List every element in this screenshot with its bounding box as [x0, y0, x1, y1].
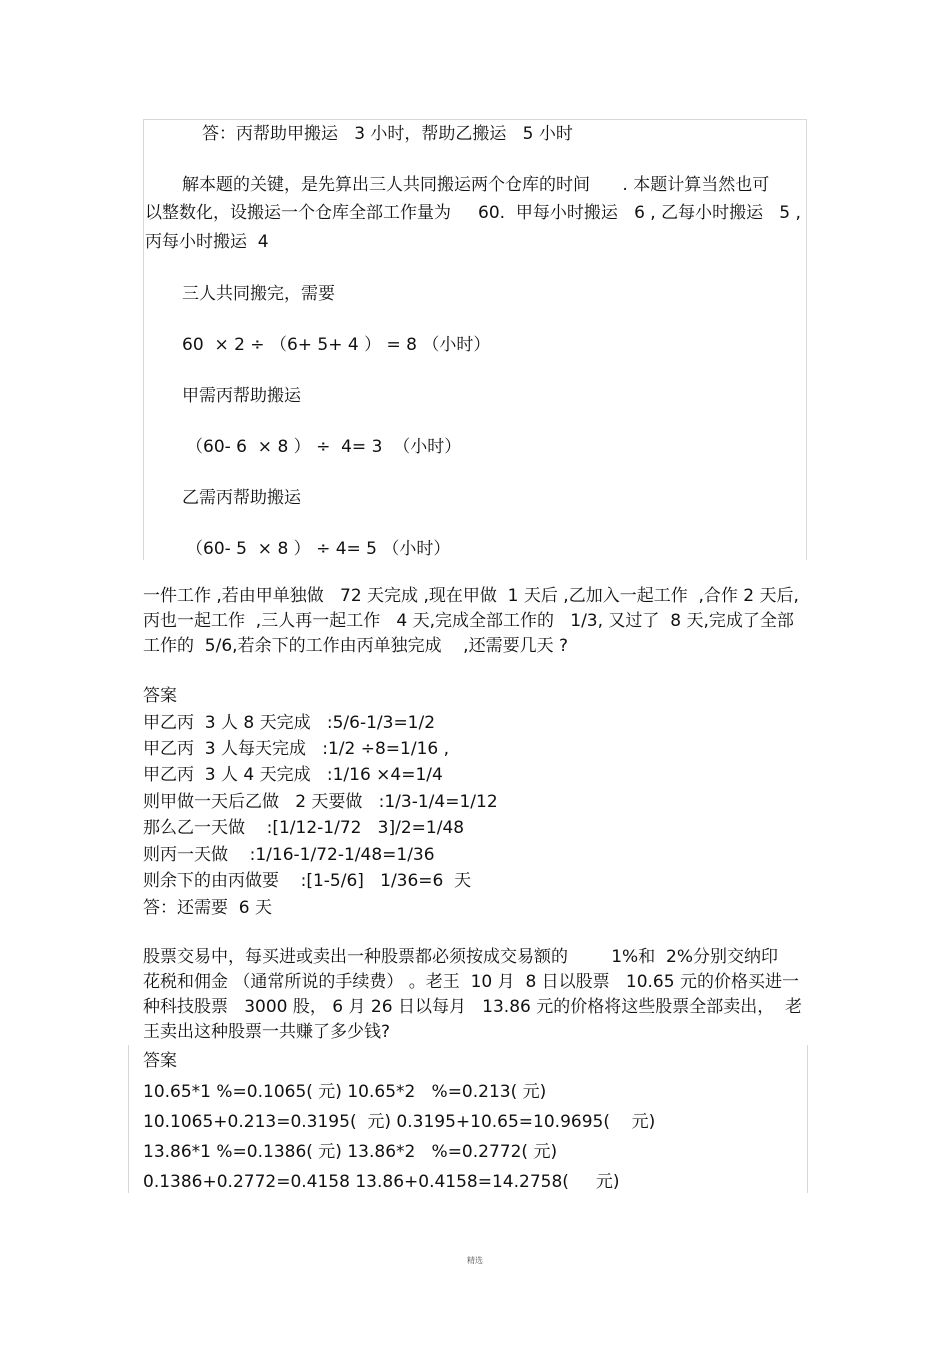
section2-question-line-1: 一件工作 ,若由甲单独做 72 天完成 ,现在甲做 1 天后 ,乙加入一起工作 ,合作 2 天后, [143, 586, 799, 606]
section3-answer-line-3: 13.86*1 %=0.1386( 元) 13.86*2 %=0.2772( 元) [143, 1142, 558, 1162]
section1-step-1: 三人共同搬完，需要 [182, 284, 335, 304]
section1-step-3: 甲需丙帮助搬运 [182, 386, 301, 406]
section1-answer: 答：丙帮助甲搬运 3 小时，帮助乙搬运 5 小时 [202, 124, 573, 144]
section1-step-4: （60- 6 × 8 ） ÷ 4= 3 （小时） [186, 437, 462, 457]
section1-step-2: 60 × 2 ÷ （6+ 5+ 4 ） = 8 （小时） [182, 335, 491, 355]
section2-answer-line-6: 则丙一天做 :1/16-1/72-1/48=1/36 [143, 845, 435, 865]
section1-step-6: （60- 5 × 8 ） ÷ 4= 5 （小时） [186, 539, 451, 559]
section3-answer-label: 答案 [143, 1051, 177, 1071]
section2-answer-line-4: 则甲做一天后乙做 2 天要做 :1/3-1/4=1/12 [143, 792, 498, 812]
section3-answer-line-2: 10.1065+0.213=0.3195( 元) 0.3195+10.65=10.9695( 元) [143, 1112, 656, 1132]
section3-question-line-1: 股票交易中，每买进或卖出一种股票都必须按成交易额的 1%和 2%分别交纳印 [143, 947, 778, 967]
section2-question-line-3: 工作的 5/6,若余下的工作由丙单独完成 ,还需要几天 ? [143, 636, 569, 656]
section2-answer-line-2: 甲乙丙 3 人每天完成 :1/2 ÷8=1/16 , [143, 739, 450, 759]
section3-question-line-4: 王卖出这种股票一共赚了多少钱? [143, 1022, 391, 1042]
section1-explain-line-2: 以整数化，设搬运一个仓库全部工作量为 60. 甲每小时搬运 6 , 乙每小时搬运 5 , [145, 203, 801, 223]
box-top-rule [143, 119, 807, 120]
box2-right-rule [807, 1045, 808, 1193]
box-right-rule [806, 119, 807, 560]
section2-answer-line-5: 那么乙一天做 :[1/12-1/72 3]/2=1/48 [143, 818, 465, 838]
section1-step-5: 乙需丙帮助搬运 [182, 488, 301, 508]
section1-explain-line-3: 丙每小时搬运 4 [145, 232, 269, 252]
section2-answer-line-3: 甲乙丙 3 人 4 天完成 :1/16 ×4=1/4 [143, 765, 443, 785]
section2-answer-line-1: 甲乙丙 3 人 8 天完成 :5/6-1/3=1/2 [143, 713, 436, 733]
section2-answer-line-7: 则余下的由丙做要 :[1-5/6] 1/36=6 天 [143, 871, 472, 891]
section1-explain-line-1: 解本题的关键，是先算出三人共同搬运两个仓库的时间 . 本题计算当然也可 [182, 175, 770, 195]
section3-question-line-3: 种科技股票 3000 股， 6 月 26 日以每月 13.86 元的价格将这些股票全部卖出， 老 [143, 997, 803, 1017]
box2-left-rule [128, 1045, 129, 1193]
section2-question-line-2: 丙也一起工作 ,三人再一起工作 4 天,完成全部工作的 1/3, 又过了 8 天,完成了全部 [143, 611, 794, 631]
section2-answer-label: 答案 [143, 686, 177, 706]
section3-answer-line-1: 10.65*1 %=0.1065( 元) 10.65*2 %=0.213( 元) [143, 1082, 547, 1102]
section3-question-line-2: 花税和佣金 （通常所说的手续费） 。老王 10 月 8 日以股票 10.65 元的价格买进一 [143, 972, 799, 992]
page-footer: 精选 [467, 1256, 483, 1265]
box-left-rule [143, 119, 144, 560]
section2-answer-line-8: 答：还需要 6 天 [143, 898, 273, 918]
section3-answer-line-4: 0.1386+0.2772=0.4158 13.86+0.4158=14.2758( 元) [143, 1172, 620, 1192]
